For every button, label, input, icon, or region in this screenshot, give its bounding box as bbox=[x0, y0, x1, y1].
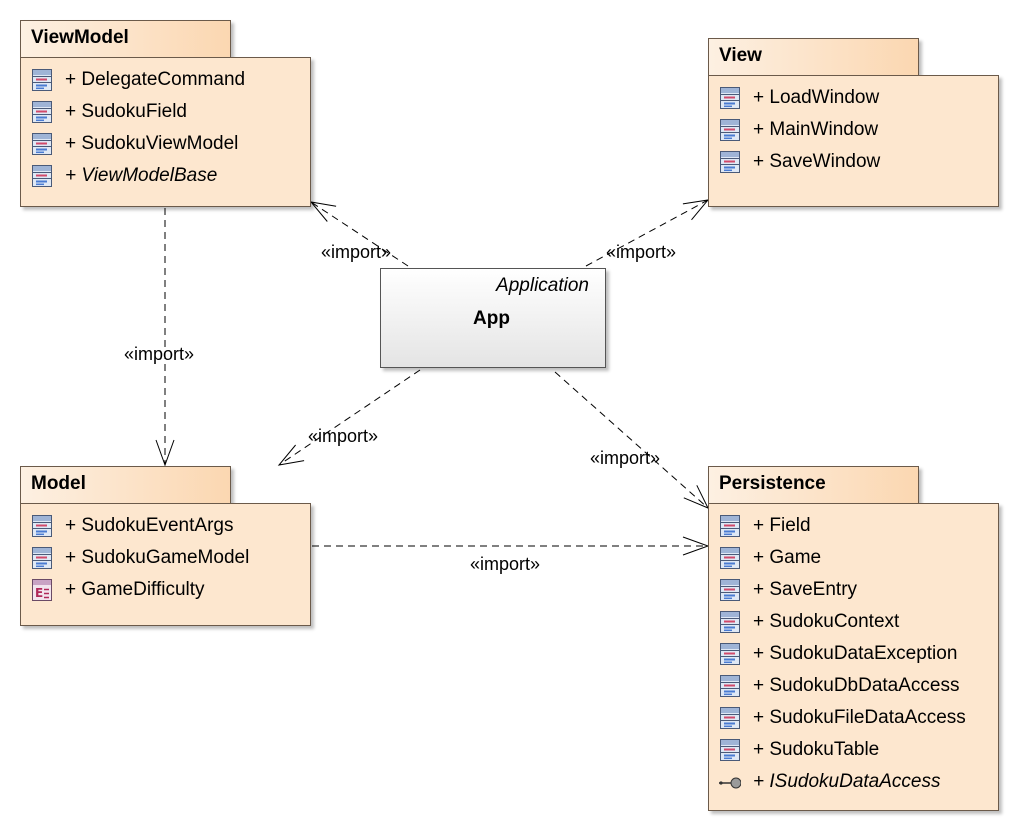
class-icon bbox=[31, 164, 53, 188]
interface-icon bbox=[719, 770, 741, 794]
class-icon bbox=[31, 68, 53, 92]
import-label-app-view: «import» bbox=[606, 242, 677, 262]
dependency-app-model bbox=[279, 370, 420, 465]
class-label: + SudokuTable bbox=[753, 739, 880, 760]
class-item[interactable] bbox=[719, 545, 821, 571]
class-icon bbox=[719, 738, 741, 762]
interface-item[interactable] bbox=[719, 769, 940, 795]
import-label-app-persistence: «import» bbox=[590, 448, 661, 468]
class-label: + ViewModelBase bbox=[65, 165, 218, 186]
package-model-title: Model bbox=[20, 466, 231, 503]
class-label: + SudokuDataException bbox=[753, 643, 958, 664]
class-item[interactable] bbox=[719, 641, 957, 667]
app-class-name: App bbox=[473, 308, 510, 329]
import-label-app-viewmodel: «import» bbox=[321, 242, 392, 262]
package-persistence-title: Persistence bbox=[708, 466, 919, 503]
class-item[interactable] bbox=[31, 67, 245, 93]
class-icon bbox=[719, 706, 741, 730]
class-item[interactable] bbox=[31, 545, 249, 571]
package-viewmodel-title: ViewModel bbox=[20, 20, 231, 57]
class-label: + SudokuField bbox=[65, 101, 187, 122]
import-label-app-model: «import» bbox=[308, 426, 379, 446]
class-label: + SudokuContext bbox=[753, 611, 900, 632]
class-label: + LoadWindow bbox=[753, 87, 880, 108]
app-class-box[interactable] bbox=[380, 268, 606, 368]
class-item[interactable] bbox=[31, 131, 238, 157]
class-icon bbox=[719, 578, 741, 602]
class-icon bbox=[719, 514, 741, 538]
class-label: + SudokuEventArgs bbox=[65, 515, 234, 536]
class-label: + SudokuViewModel bbox=[65, 133, 239, 154]
enum-icon bbox=[31, 578, 53, 602]
package-persistence-body bbox=[708, 503, 999, 811]
import-label-viewmodel-model: «import» bbox=[124, 344, 195, 364]
import-label-model-persistence: «import» bbox=[470, 554, 541, 574]
enum-item[interactable] bbox=[31, 577, 205, 603]
class-icon bbox=[719, 674, 741, 698]
package-view-title: View bbox=[708, 38, 919, 75]
class-item[interactable] bbox=[719, 513, 811, 539]
class-icon bbox=[719, 150, 741, 174]
class-icon bbox=[31, 100, 53, 124]
class-item[interactable] bbox=[719, 673, 959, 699]
package-view-body bbox=[708, 75, 999, 207]
class-item[interactable] bbox=[719, 577, 857, 603]
class-icon bbox=[719, 86, 741, 110]
class-label: + SaveWindow bbox=[753, 151, 881, 172]
class-icon bbox=[719, 642, 741, 666]
class-item[interactable] bbox=[31, 513, 233, 539]
class-label: + DelegateCommand bbox=[65, 69, 246, 90]
class-label: + Game bbox=[753, 547, 822, 568]
svg-text:E: E bbox=[35, 586, 44, 600]
class-icon bbox=[31, 546, 53, 570]
class-label: + SudokuGameModel bbox=[65, 547, 250, 568]
app-stereotype: Application bbox=[496, 275, 589, 296]
class-label: + SudokuDbDataAccess bbox=[753, 675, 960, 696]
dependency-model-persistence bbox=[312, 537, 708, 555]
package-viewmodel-body bbox=[20, 57, 311, 207]
dependency-app-persistence bbox=[555, 372, 708, 508]
package-model-body bbox=[20, 503, 311, 626]
class-item[interactable] bbox=[719, 705, 966, 731]
dependency-viewmodel-model bbox=[156, 208, 174, 465]
class-item[interactable] bbox=[719, 117, 878, 143]
class-icon bbox=[31, 514, 53, 538]
class-item[interactable] bbox=[719, 737, 879, 763]
class-icon bbox=[719, 118, 741, 142]
class-item[interactable] bbox=[719, 85, 879, 111]
class-icon bbox=[719, 610, 741, 634]
interface-label: + ISudokuDataAccess bbox=[753, 771, 941, 792]
class-item[interactable] bbox=[31, 99, 187, 125]
abstract-class-item[interactable] bbox=[31, 163, 217, 189]
class-icon bbox=[719, 546, 741, 570]
class-label: + SaveEntry bbox=[753, 579, 858, 600]
class-item[interactable] bbox=[719, 609, 899, 635]
class-label: + SudokuFileDataAccess bbox=[753, 707, 966, 728]
class-icon bbox=[31, 132, 53, 156]
enum-label: + GameDifficulty bbox=[65, 579, 205, 600]
class-label: + MainWindow bbox=[753, 119, 879, 140]
class-item[interactable] bbox=[719, 149, 880, 175]
class-label: + Field bbox=[753, 515, 811, 536]
